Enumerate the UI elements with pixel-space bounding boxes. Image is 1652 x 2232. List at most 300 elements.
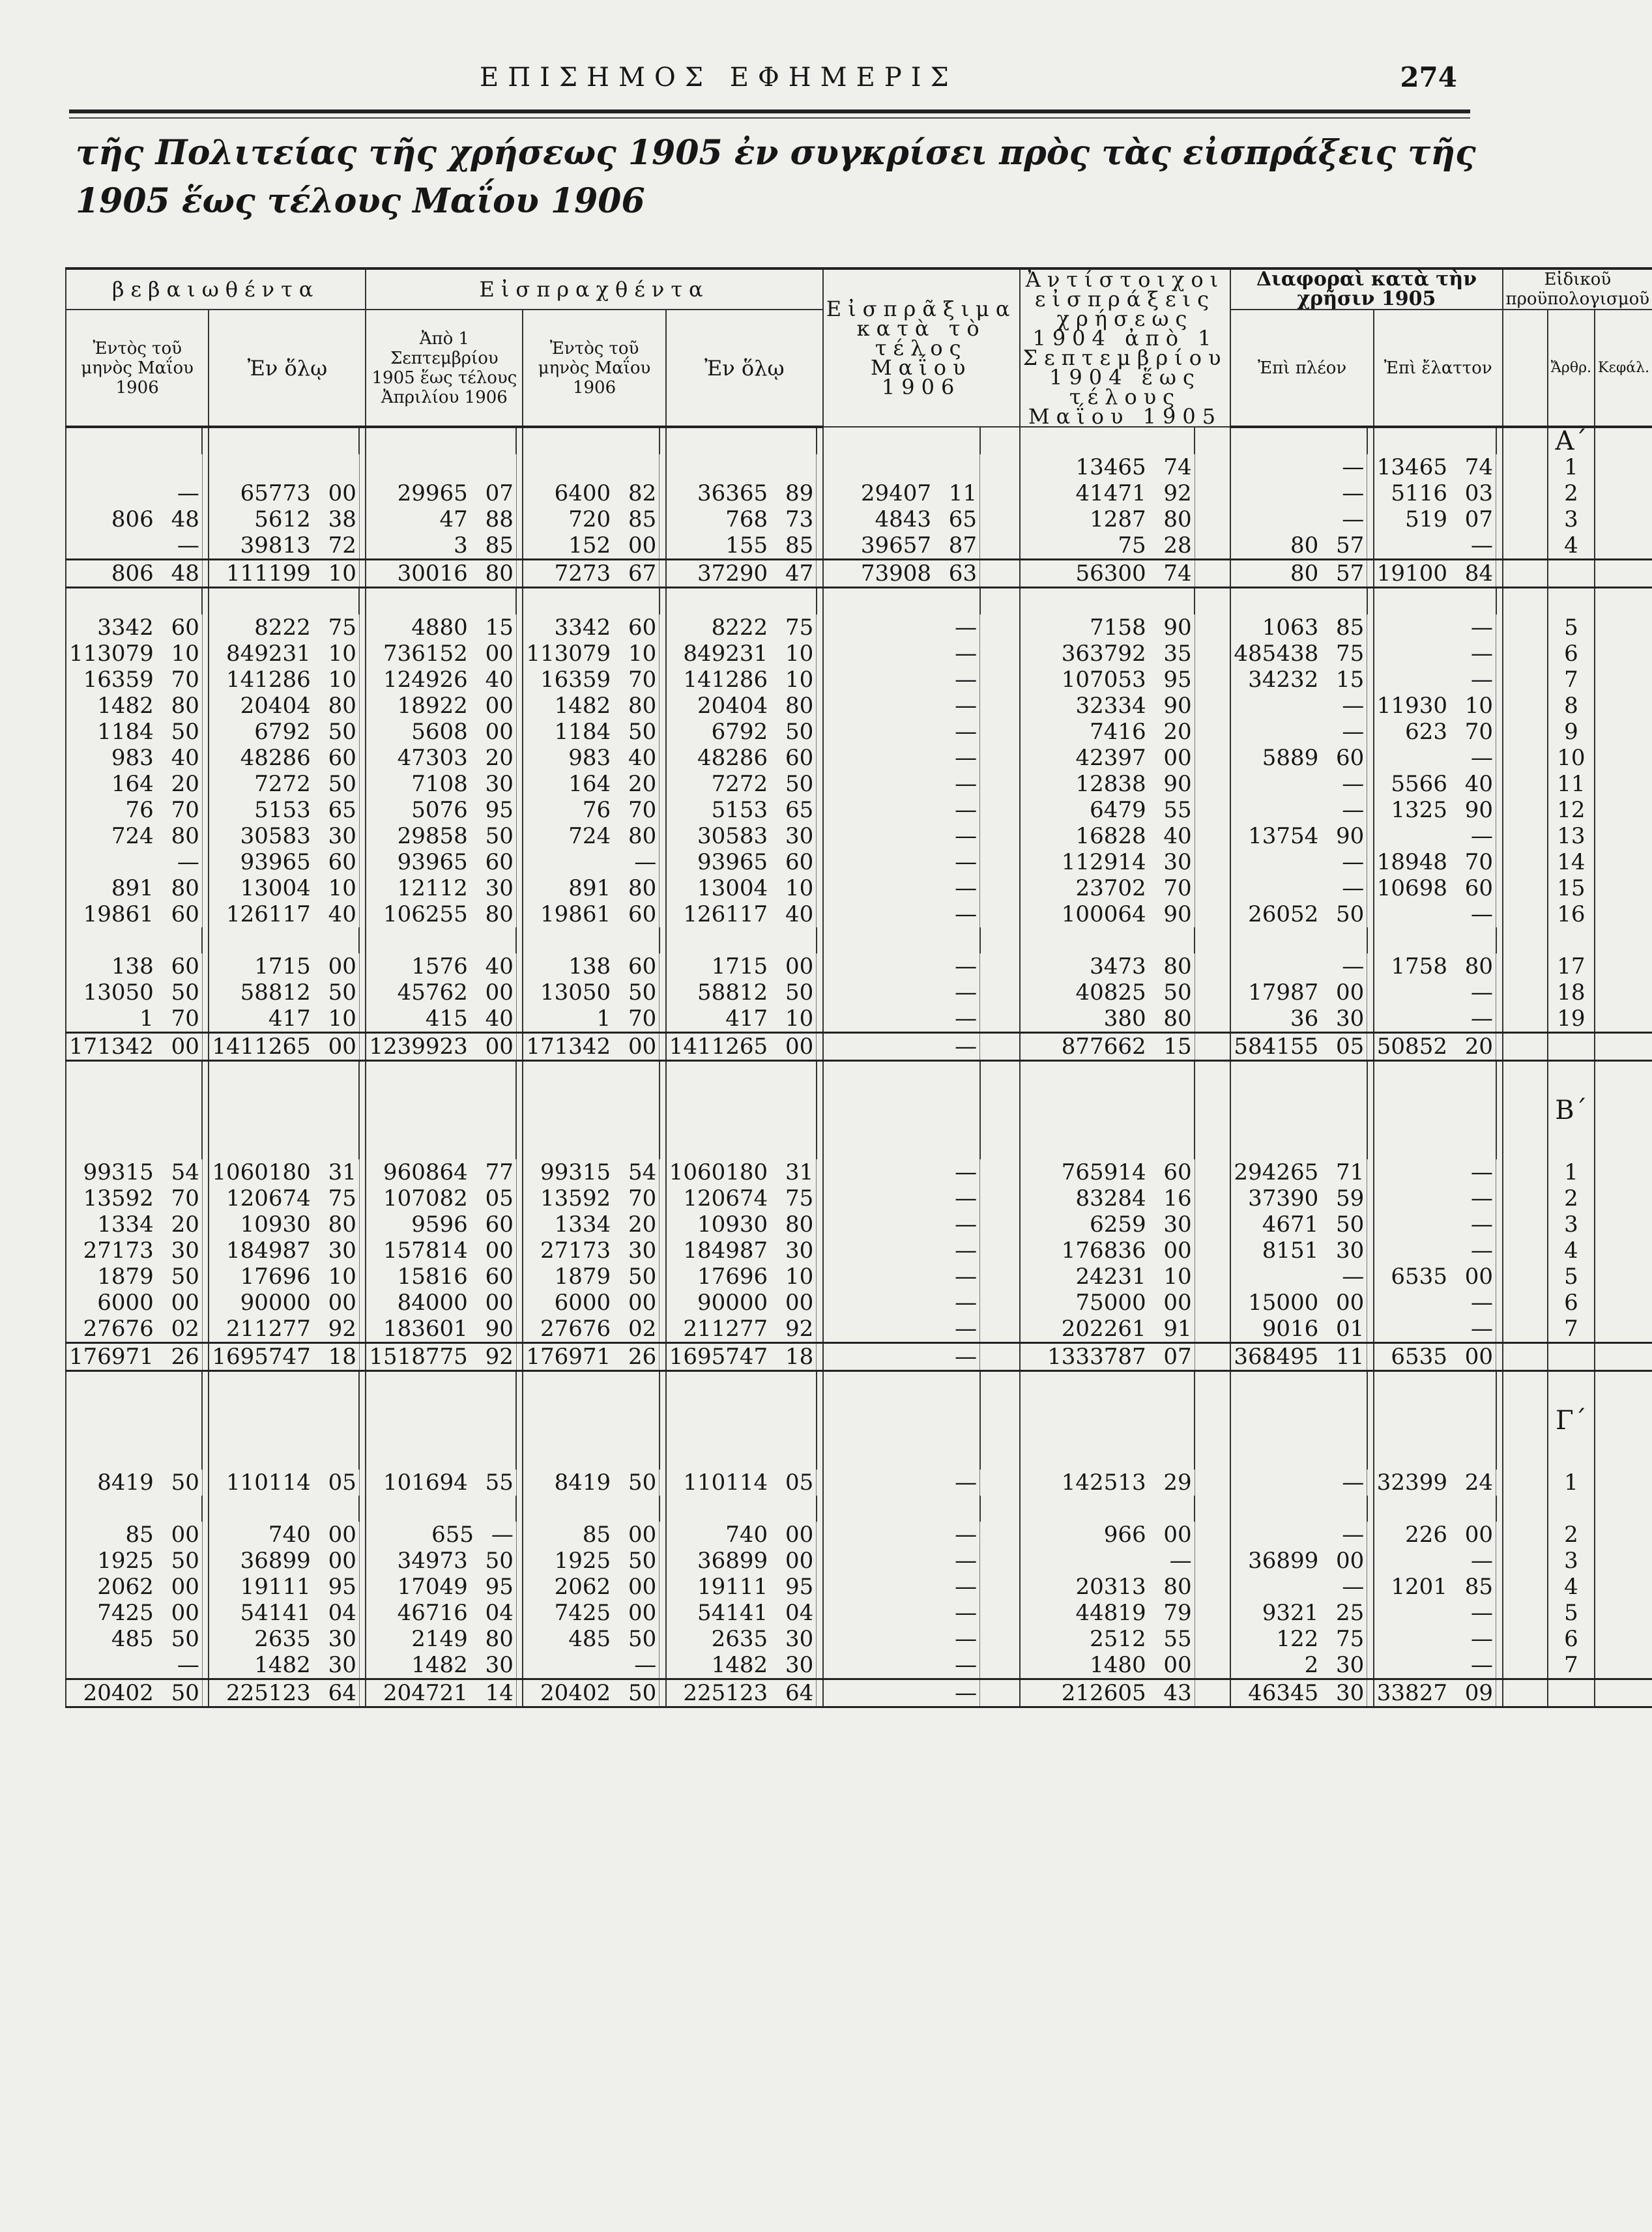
- cell-el: —: [1374, 1211, 1496, 1238]
- cell-el: —: [1374, 641, 1496, 667]
- cell-an: 1480 00: [1020, 1652, 1195, 1679]
- cell-e3: 225123 64: [666, 1679, 817, 1707]
- cell-pl: —: [1230, 506, 1367, 532]
- cell-b2: 1411265 00: [209, 1033, 359, 1061]
- cell-e4-cents: [980, 979, 1020, 1006]
- cell-e2-cents: [659, 875, 666, 901]
- cell-e2: 724 80: [523, 823, 659, 849]
- cell-pl-cents: [1367, 1211, 1374, 1238]
- cell-article: 10: [1548, 745, 1595, 771]
- cell-chapter: [1595, 454, 1652, 480]
- cell-pl: —: [1230, 1574, 1367, 1600]
- cell-e4-cents: [980, 480, 1020, 506]
- cell-pl-cents: [1367, 745, 1374, 771]
- cell-chapter: [1595, 1343, 1652, 1371]
- cell-an-cents: [1195, 615, 1230, 641]
- cell-b2: 8222 75: [209, 615, 359, 641]
- cell-e2-cents: [659, 1600, 666, 1626]
- table-row: [66, 1159, 1652, 1185]
- cell-pl-cents: [1367, 875, 1374, 901]
- cell-an-cents: [1195, 1033, 1230, 1061]
- cell-e2: 8419 50: [523, 1470, 659, 1496]
- cell-b1: 138 60: [66, 953, 202, 979]
- cell-pl: —: [1230, 849, 1367, 875]
- cell-b1-cents: [202, 719, 209, 745]
- cell-b1-cents: [202, 615, 209, 641]
- cell-e1-cents: [516, 615, 523, 641]
- cell-b2: 36899 00: [209, 1548, 359, 1574]
- cell-ref: [1503, 1470, 1548, 1496]
- cell-e4: —: [823, 1343, 980, 1371]
- cell-e4-cents: [980, 875, 1020, 901]
- cell-an-cents: [1195, 875, 1230, 901]
- cell-article: 13: [1548, 823, 1595, 849]
- cell-chapter: [1595, 1264, 1652, 1290]
- cell-e4: —: [823, 693, 980, 719]
- cell-an: 6259 30: [1020, 1211, 1195, 1238]
- cell-e3: 211277 92: [666, 1316, 817, 1343]
- cell-el: —: [1374, 745, 1496, 771]
- cell-e3-cents: [817, 901, 823, 927]
- cell-e3: [666, 454, 817, 480]
- cell-ref: [1503, 1522, 1548, 1548]
- cell-an-cents: [1195, 1006, 1230, 1033]
- cell-e4-cents: [980, 641, 1020, 667]
- cell-b2: 740 00: [209, 1522, 359, 1548]
- cell-e2-cents: [659, 1033, 666, 1061]
- cell-b2: 17696 10: [209, 1264, 359, 1290]
- cell-e1-cents: [516, 1574, 523, 1600]
- cell-pl: 1063 85: [1230, 615, 1367, 641]
- cell-e4-cents: [980, 719, 1020, 745]
- cell-e3: 740 00: [666, 1522, 817, 1548]
- cell-an: 1287 80: [1020, 506, 1195, 532]
- cell-e3: 1411265 00: [666, 1033, 817, 1061]
- cell-an-cents: [1195, 560, 1230, 588]
- spacer-row: [66, 927, 1652, 953]
- cell-el-cents: [1496, 901, 1503, 927]
- cell-e1-cents: [516, 745, 523, 771]
- cell-pl-cents: [1367, 1033, 1374, 1061]
- cell-ref: [1503, 1264, 1548, 1290]
- cell-b2-cents: [359, 745, 366, 771]
- cell-an: 142513 29: [1020, 1470, 1195, 1496]
- table-row: [66, 1290, 1652, 1316]
- cell-an: 83284 16: [1020, 1185, 1195, 1211]
- cell-e2: 27173 30: [523, 1238, 659, 1264]
- cell-article: 1: [1548, 454, 1595, 480]
- cell-an: 13465 74: [1020, 454, 1195, 480]
- cell-el: —: [1374, 667, 1496, 693]
- table-row: [66, 506, 1652, 532]
- cell-b2-cents: [359, 719, 366, 745]
- cell-b2: 184987 30: [209, 1238, 359, 1264]
- cell-e2-cents: [659, 667, 666, 693]
- cell-article: [1548, 1343, 1595, 1371]
- cell-article: 3: [1548, 1548, 1595, 1574]
- cell-el-cents: [1496, 719, 1503, 745]
- cell-e1: 93965 60: [366, 849, 516, 875]
- cell-pl: 17987 00: [1230, 979, 1367, 1006]
- cell-b2-cents: [359, 823, 366, 849]
- cell-ref: [1503, 641, 1548, 667]
- cell-chapter: [1595, 532, 1652, 560]
- cell-b1: 806 48: [66, 506, 202, 532]
- cell-b2-cents: [359, 1159, 366, 1185]
- cell-ref: [1503, 1159, 1548, 1185]
- cell-pl-cents: [1367, 771, 1374, 797]
- cell-e4: —: [823, 979, 980, 1006]
- cell-e2: 99315 54: [523, 1159, 659, 1185]
- cell-pl-cents: [1367, 1574, 1374, 1600]
- cell-e1: 415 40: [366, 1006, 516, 1033]
- cell-pl: 5889 60: [1230, 745, 1367, 771]
- cell-pl-cents: [1367, 1548, 1374, 1574]
- cell-el: —: [1374, 1652, 1496, 1679]
- cell-b2-cents: [359, 1006, 366, 1033]
- cell-chapter: [1595, 1006, 1652, 1033]
- cell-b1: 1184 50: [66, 719, 202, 745]
- cell-pl: —: [1230, 771, 1367, 797]
- cell-e1: 18922 00: [366, 693, 516, 719]
- cell-b2: 5153 65: [209, 797, 359, 823]
- cell-e4: —: [823, 797, 980, 823]
- cell-b1-cents: [202, 1470, 209, 1496]
- cell-e2: 1482 80: [523, 693, 659, 719]
- cell-e2: 891 80: [523, 875, 659, 901]
- cell-b1: 891 80: [66, 875, 202, 901]
- cell-ref: [1503, 797, 1548, 823]
- cell-e3: 1715 00: [666, 953, 817, 979]
- cell-pl-cents: [1367, 1626, 1374, 1652]
- cell-e4: —: [823, 1159, 980, 1185]
- cell-chapter: [1595, 901, 1652, 927]
- cell-el-cents: [1496, 1600, 1503, 1626]
- cell-pl-cents: [1367, 454, 1374, 480]
- cell-el: 10698 60: [1374, 875, 1496, 901]
- cell-e4-cents: [980, 901, 1020, 927]
- cell-pl-cents: [1367, 1185, 1374, 1211]
- cell-el: 50852 20: [1374, 1033, 1496, 1061]
- cell-e3: 768 73: [666, 506, 817, 532]
- header-eidikou: Εἰδικοῦ προϋπολογισμοῦ: [1503, 268, 1652, 310]
- cell-e2: 1 70: [523, 1006, 659, 1033]
- cell-e3-cents: [817, 1574, 823, 1600]
- cell-el-cents: [1496, 560, 1503, 588]
- header-rule: [69, 109, 1470, 113]
- cell-el-cents: [1496, 875, 1503, 901]
- cell-e2-cents: [659, 849, 666, 875]
- cell-e3-cents: [817, 1264, 823, 1290]
- cell-ref: [1503, 1290, 1548, 1316]
- cell-b2: 13004 10: [209, 875, 359, 901]
- cell-e3: 10930 80: [666, 1211, 817, 1238]
- cell-chapter: [1595, 667, 1652, 693]
- cell-e4: —: [823, 1652, 980, 1679]
- cell-e3: 58812 50: [666, 979, 817, 1006]
- cell-e3: 1482 30: [666, 1652, 817, 1679]
- cell-e2: 13050 50: [523, 979, 659, 1006]
- cell-el-cents: [1496, 1652, 1503, 1679]
- cell-b1-cents: [202, 1033, 209, 1061]
- cell-e4-cents: [980, 1470, 1020, 1496]
- cell-b2-cents: [359, 1238, 366, 1264]
- cell-e3: 30583 30: [666, 823, 817, 849]
- cell-el-cents: [1496, 797, 1503, 823]
- cell-e3-cents: [817, 454, 823, 480]
- cell-e3-cents: [817, 1470, 823, 1496]
- cell-chapter: [1595, 745, 1652, 771]
- cell-e4: —: [823, 823, 980, 849]
- cell-b1: 76 70: [66, 797, 202, 823]
- cell-an-cents: [1195, 454, 1230, 480]
- cell-e2: 2062 00: [523, 1574, 659, 1600]
- cell-b1-cents: [202, 641, 209, 667]
- cell-an: 40825 50: [1020, 979, 1195, 1006]
- cell-article: 18: [1548, 979, 1595, 1006]
- cell-ref: [1503, 1626, 1548, 1652]
- cell-an: 32334 90: [1020, 693, 1195, 719]
- cell-e2: 7273 67: [523, 560, 659, 588]
- cell-an: 23702 70: [1020, 875, 1195, 901]
- cell-pl-cents: [1367, 953, 1374, 979]
- cell-e4: —: [823, 875, 980, 901]
- spacer-row: [66, 1061, 1652, 1160]
- table-row: [66, 615, 1652, 641]
- cell-chapter: [1595, 1185, 1652, 1211]
- cell-an: 44819 79: [1020, 1600, 1195, 1626]
- cell-an-cents: [1195, 1316, 1230, 1343]
- cell-chapter: [1595, 480, 1652, 506]
- header-antistoixoi: Ἀντίστοιχοι εἰσπράξεις χρήσεως 1904 ἀπὸ 1 Σεπτεμβρίου 1904 ἕως τέλους Μαΐου 1905: [1020, 268, 1231, 427]
- cell-an: 363792 35: [1020, 641, 1195, 667]
- cell-article: 1: [1548, 1470, 1595, 1496]
- cell-e1: 204721 14: [366, 1679, 516, 1707]
- cell-article: 4: [1548, 532, 1595, 560]
- cell-e1-cents: [516, 875, 523, 901]
- cell-el-cents: [1496, 532, 1503, 560]
- cell-e4: —: [823, 1522, 980, 1548]
- cell-e2-cents: [659, 1679, 666, 1707]
- header-apo-sept: Ἀπὸ 1 Σεπτεμβρίου 1905 ἕως τέλους Ἀπριλίου 1906: [366, 310, 523, 427]
- cell-b2-cents: [359, 797, 366, 823]
- cell-el: —: [1374, 1316, 1496, 1343]
- cell-pl-cents: [1367, 849, 1374, 875]
- total-row: [66, 1679, 1652, 1707]
- spacer-row: [66, 588, 1652, 615]
- cell-pl-cents: [1367, 1238, 1374, 1264]
- cell-e1: 1518775 92: [366, 1343, 516, 1371]
- cell-e3-cents: [817, 532, 823, 560]
- cell-e1: [366, 454, 516, 480]
- cell-e3-cents: [817, 1679, 823, 1707]
- cell-e1: 157814 00: [366, 1238, 516, 1264]
- cell-e2-cents: [659, 953, 666, 979]
- cell-b1-cents: [202, 480, 209, 506]
- cell-e4: —: [823, 1238, 980, 1264]
- table-row: [66, 1626, 1652, 1652]
- cell-e3-cents: [817, 667, 823, 693]
- cell-e3: 110114 05: [666, 1470, 817, 1496]
- cell-e3: 17696 10: [666, 1264, 817, 1290]
- cell-an-cents: [1195, 1159, 1230, 1185]
- cell-ref: [1503, 901, 1548, 927]
- cell-pl-cents: [1367, 693, 1374, 719]
- cell-b2-cents: [359, 480, 366, 506]
- cell-an: 7158 90: [1020, 615, 1195, 641]
- cell-el-cents: [1496, 979, 1503, 1006]
- cell-e4: —: [823, 615, 980, 641]
- cell-e2: 983 40: [523, 745, 659, 771]
- header-row-groups: [66, 268, 1652, 310]
- cell-el: 623 70: [1374, 719, 1496, 745]
- cell-e4: —: [823, 641, 980, 667]
- header-kefal: Κεφάλ.: [1595, 310, 1652, 427]
- cell-el: —: [1374, 1548, 1496, 1574]
- cell-b1-cents: [202, 1238, 209, 1264]
- cell-ref: [1503, 1006, 1548, 1033]
- cell-chapter: [1595, 615, 1652, 641]
- cell-e2: —: [523, 849, 659, 875]
- cell-an: 16828 40: [1020, 823, 1195, 849]
- cell-e4: —: [823, 1185, 980, 1211]
- header-entos-1: Ἐντὸς τοῦ μηνὸς Μαΐου 1906: [66, 310, 209, 427]
- page: [63, 46, 1650, 2190]
- cell-chapter: [1595, 1470, 1652, 1496]
- cell-article: 8: [1548, 693, 1595, 719]
- cell-e3-cents: [817, 480, 823, 506]
- cell-b1: 13050 50: [66, 979, 202, 1006]
- cell-e1-cents: [516, 641, 523, 667]
- cell-e1-cents: [516, 532, 523, 560]
- cell-e3-cents: [817, 1600, 823, 1626]
- cell-ref: [1503, 849, 1548, 875]
- ledger-table: [65, 267, 1652, 1708]
- cell-el-cents: [1496, 1185, 1503, 1211]
- table-row: [66, 979, 1652, 1006]
- cell-an: 380 80: [1020, 1006, 1195, 1033]
- cell-b2: 1695747 18: [209, 1343, 359, 1371]
- table-row: [66, 745, 1652, 771]
- cell-b2-cents: [359, 641, 366, 667]
- cell-e1: 84000 00: [366, 1290, 516, 1316]
- cell-e1-cents: [516, 506, 523, 532]
- cell-e2-cents: [659, 1264, 666, 1290]
- cell-el-cents: [1496, 506, 1503, 532]
- cell-b2-cents: [359, 1679, 366, 1707]
- cell-an-cents: [1195, 1600, 1230, 1626]
- cell-chapter: [1595, 560, 1652, 588]
- cell-pl-cents: [1367, 1264, 1374, 1290]
- cell-e4-cents: [980, 1316, 1020, 1343]
- cell-el: —: [1374, 1006, 1496, 1033]
- cell-e2-cents: [659, 979, 666, 1006]
- cell-chapter: [1595, 506, 1652, 532]
- cell-e4: —: [823, 771, 980, 797]
- cell-e3-cents: [817, 979, 823, 1006]
- cell-b1: 85 00: [66, 1522, 202, 1548]
- cell-el: 18948 70: [1374, 849, 1496, 875]
- cell-e3: 37290 47: [666, 560, 817, 588]
- cell-article: 5: [1548, 1600, 1595, 1626]
- cell-e2: 7425 00: [523, 1600, 659, 1626]
- cell-pl: 9321 25: [1230, 1600, 1367, 1626]
- cell-e2: 720 85: [523, 506, 659, 532]
- cell-b1: 113079 10: [66, 641, 202, 667]
- cell-pl: 26052 50: [1230, 901, 1367, 927]
- cell-b1: 983 40: [66, 745, 202, 771]
- cell-e1: 45762 00: [366, 979, 516, 1006]
- cell-b1-cents: [202, 560, 209, 588]
- cell-b2-cents: [359, 1626, 366, 1652]
- table-row: [66, 480, 1652, 506]
- cell-chapter: [1595, 1548, 1652, 1574]
- cell-pl-cents: [1367, 1006, 1374, 1033]
- group-label-c: Γ΄: [1548, 1371, 1595, 1470]
- cell-e4-cents: [980, 1211, 1020, 1238]
- cell-e4: —: [823, 1548, 980, 1574]
- cell-pl: 15000 00: [1230, 1290, 1367, 1316]
- cell-b2-cents: [359, 693, 366, 719]
- cell-e1: 12112 30: [366, 875, 516, 901]
- cell-b2: 90000 00: [209, 1290, 359, 1316]
- cell-an: 112914 30: [1020, 849, 1195, 875]
- cell-ref: [1503, 1185, 1548, 1211]
- cell-e2-cents: [659, 1574, 666, 1600]
- cell-e1: 30016 80: [366, 560, 516, 588]
- cell-e2: 19861 60: [523, 901, 659, 927]
- cell-e1: 46716 04: [366, 1600, 516, 1626]
- cell-b2-cents: [359, 1652, 366, 1679]
- cell-el-cents: [1496, 823, 1503, 849]
- cell-ref: [1503, 1600, 1548, 1626]
- cell-e1-cents: [516, 719, 523, 745]
- cell-pl: —: [1230, 953, 1367, 979]
- cell-e4-cents: [980, 771, 1020, 797]
- header-entos-2: Ἐντὸς τοῦ μηνὸς Μαΐου 1906: [523, 310, 665, 427]
- cell-an-cents: [1195, 771, 1230, 797]
- cell-e2: 1334 20: [523, 1211, 659, 1238]
- cell-ref: [1503, 480, 1548, 506]
- cell-e4: —: [823, 1006, 980, 1033]
- cell-b2: 1482 30: [209, 1652, 359, 1679]
- cell-e4-cents: [980, 797, 1020, 823]
- cell-e4: —: [823, 1316, 980, 1343]
- cell-e4: —: [823, 1626, 980, 1652]
- cell-article: 4: [1548, 1574, 1595, 1600]
- cell-el-cents: [1496, 1006, 1503, 1033]
- cell-pl: —: [1230, 875, 1367, 901]
- cell-e3: 54141 04: [666, 1600, 817, 1626]
- cell-pl: 13754 90: [1230, 823, 1367, 849]
- cell-e3: 155 85: [666, 532, 817, 560]
- cell-b1-cents: [202, 953, 209, 979]
- cell-pl-cents: [1367, 1652, 1374, 1679]
- cell-e1: 1576 40: [366, 953, 516, 979]
- cell-e2-cents: [659, 454, 666, 480]
- cell-b2: 111199 10: [209, 560, 359, 588]
- cell-pl: —: [1230, 693, 1367, 719]
- cell-e1-cents: [516, 1006, 523, 1033]
- cell-e2-cents: [659, 771, 666, 797]
- cell-an: 12838 90: [1020, 771, 1195, 797]
- cell-b1: 485 50: [66, 1626, 202, 1652]
- cell-pl: 80 57: [1230, 532, 1367, 560]
- cell-pl: 46345 30: [1230, 1679, 1367, 1707]
- cell-pl-cents: [1367, 979, 1374, 1006]
- cell-ref: [1503, 719, 1548, 745]
- cell-e3: 19111 95: [666, 1574, 817, 1600]
